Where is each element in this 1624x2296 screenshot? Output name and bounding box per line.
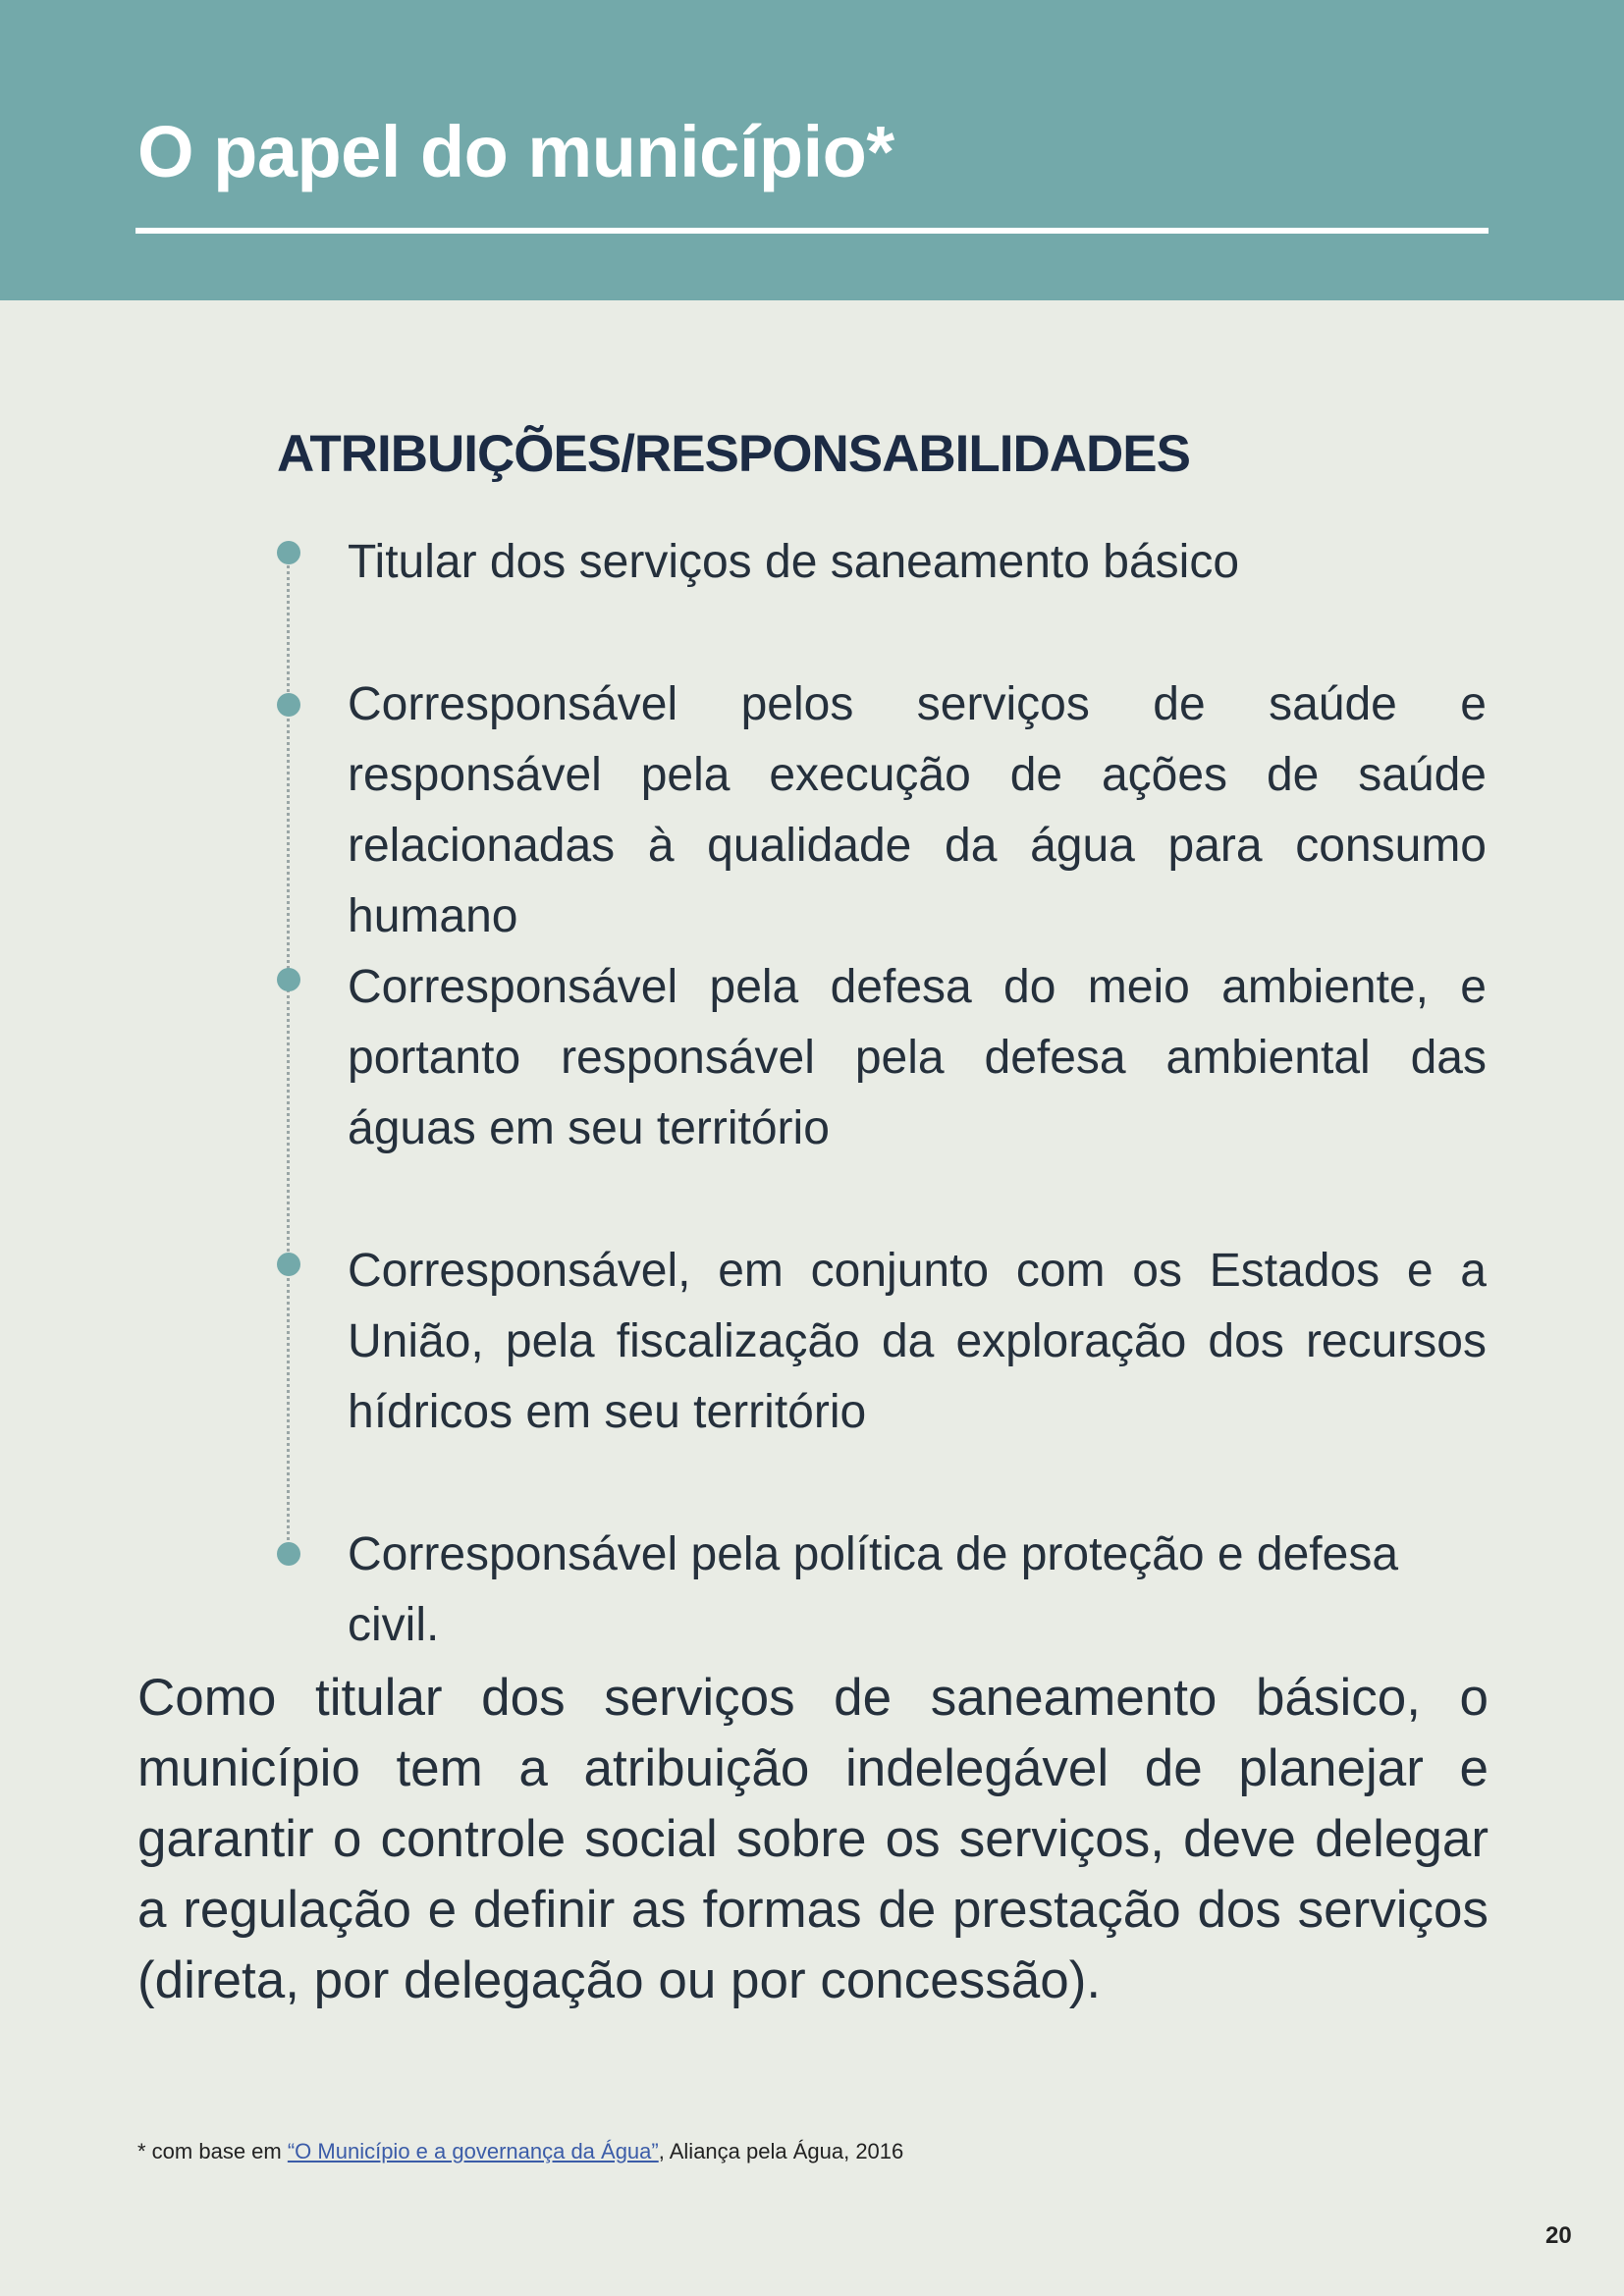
bullet-dot-icon (277, 968, 300, 991)
footnote-suffix: , Aliança pela Água, 2016 (658, 2139, 904, 2163)
title-underline (135, 228, 1489, 234)
footnote-prefix: * com base em (137, 2139, 288, 2163)
page-number: 20 (1545, 2222, 1572, 2249)
list-item: Corresponsável pela defesa do meio ambiente, e portanto responsável pela defesa ambiental das águas em seu território (348, 961, 1487, 1154)
page-title: O papel do município* (137, 111, 894, 192)
list-item: Corresponsável, em conjunto com os Estados e a União, pela fiscalização da exploração dos recursos hídricos em seu território (348, 1245, 1487, 1438)
list-item: Corresponsável pela política de proteção e defesa civil. (348, 1528, 1399, 1651)
bullet-dot-icon (277, 541, 300, 564)
bullet-dot-icon (277, 693, 300, 717)
list-item: Corresponsável pelos serviços de saúde e responsável pela execução de ações de saúde relacionadas à qualidade da água para consumo humano (348, 678, 1487, 942)
footnote (137, 2139, 903, 2164)
page-header (0, 0, 1624, 300)
footnote-source-link[interactable]: “O Município e a governança da Água” (287, 2139, 659, 2163)
section-heading: ATRIBUIÇÕES/RESPONSABILIDADES (277, 425, 1190, 483)
bullet-dot-icon (277, 1253, 300, 1276)
body-paragraph: Como titular dos serviços de saneamento básico, o município tem a atribuição indelegável de planejar e garantir o controle social sobre os serviços, deve delegar a regulação e definir as formas de prestação dos serviços (direta, por delegação ou por concessão). (137, 1669, 1489, 2009)
list-item: Titular dos serviços de saneamento básico (348, 536, 1240, 588)
bullet-dot-icon (277, 1542, 300, 1566)
